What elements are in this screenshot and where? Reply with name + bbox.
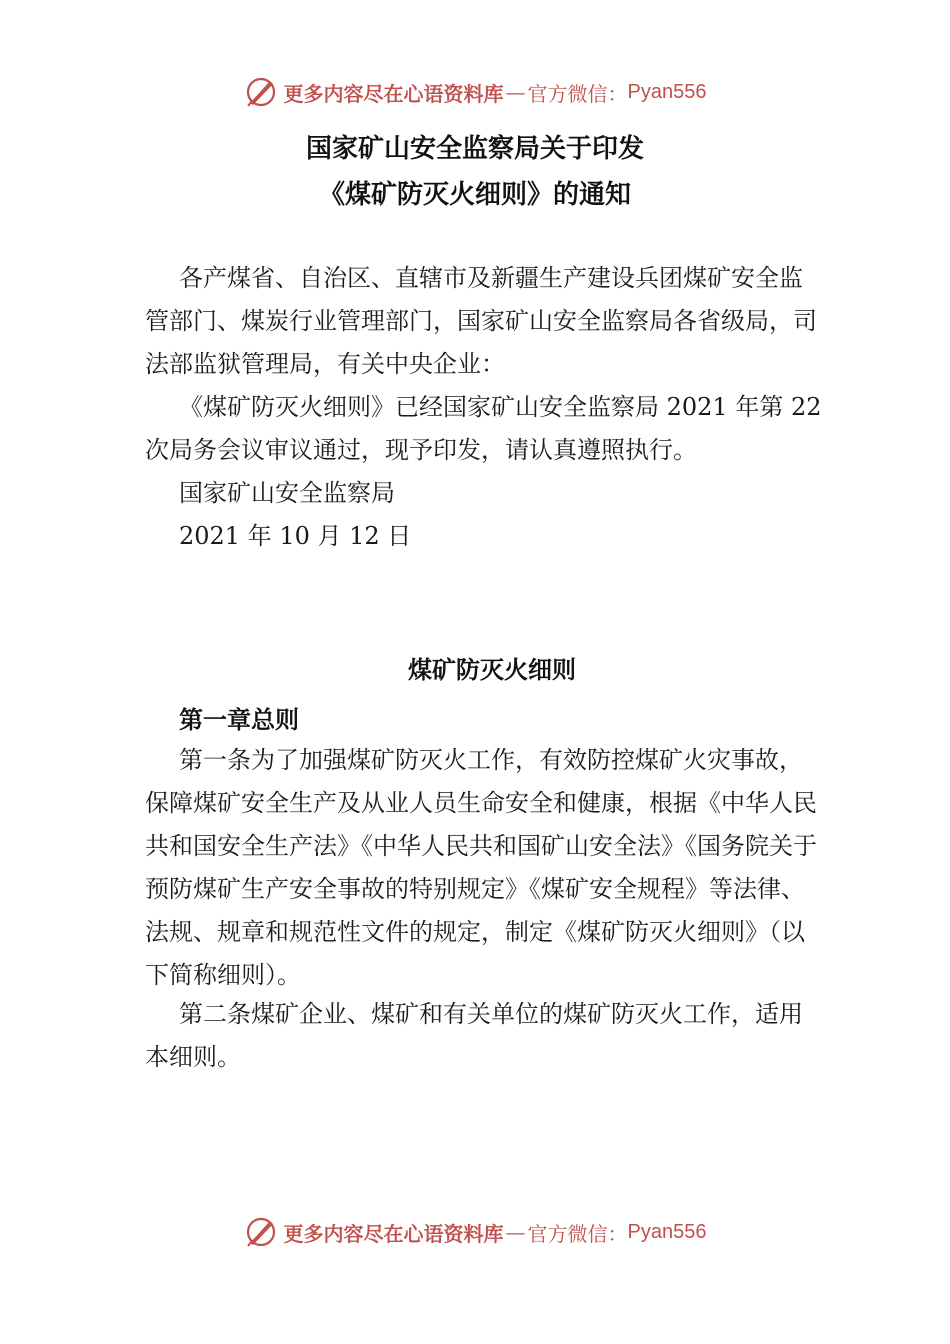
article-1-text: 第一条为了加强煤矿防灭火工作，有效防控煤矿火灾事故，保障煤矿安全生产及从业人员生命安全和健康，根据《中华人民共和国安全生产法》《中华人民共和国矿山安全法》《国务院关于预防煤矿生产安全事故的特别规定》《煤矿安全规程》等法律、法规、规章和规范性文件的规定，制定《煤矿防灭火细则》（以下简称细则）。 <box>145 746 817 989</box>
quill-pen-logo-icon <box>244 1215 278 1249</box>
notice-issuer: 国家矿山安全监察局 <box>179 479 395 507</box>
banner-wechat-label: 官方微信： <box>527 81 628 106</box>
quill-pen-logo-icon <box>244 75 278 109</box>
notice-date: 2021 年 10 月 12 日 <box>179 522 412 550</box>
banner-dash: — <box>505 80 526 104</box>
notice-title-line1: 国家矿山安全监察局关于印发 <box>305 134 644 164</box>
notice-title-line2: 《煤矿防灭火细则》的通知 <box>318 180 631 210</box>
header-banner <box>0 72 950 112</box>
banner-wechat-id: Pyan556 <box>627 80 707 103</box>
notice-body-text: 《煤矿防灭火细则》已经国家矿山安全监察局 2021 年第 22 次局务会议审议通过，现予印发，请认真遵照执行。 <box>145 393 822 464</box>
rules-title: 煤矿防灭火细则 <box>408 656 576 684</box>
article-2-text: 第二条煤矿企业、煤矿和有关单位的煤矿防灭火工作，适用本细则。 <box>145 1000 803 1071</box>
notice-body <box>145 386 825 472</box>
article-1 <box>145 739 825 997</box>
banner-wechat-id: Pyan556 <box>627 1220 707 1243</box>
notice-recipients <box>145 257 825 386</box>
article-2 <box>145 993 825 1079</box>
banner-site-text: 更多内容尽在心语资料库 <box>283 1221 504 1246</box>
banner-dash: — <box>505 1220 526 1244</box>
chapter-heading: 第一章总则 <box>179 706 299 734</box>
banner-wechat-label: 官方微信： <box>527 1221 628 1246</box>
banner-site-text: 更多内容尽在心语资料库 <box>283 81 504 106</box>
footer-banner <box>0 1212 950 1252</box>
notice-recipients-text: 各产煤省、自治区、直辖市及新疆生产建设兵团煤矿安全监管部门、煤炭行业管理部门，国家矿山安全监察局各省级局，司法部监狱管理局，有关中央企业： <box>145 264 817 378</box>
